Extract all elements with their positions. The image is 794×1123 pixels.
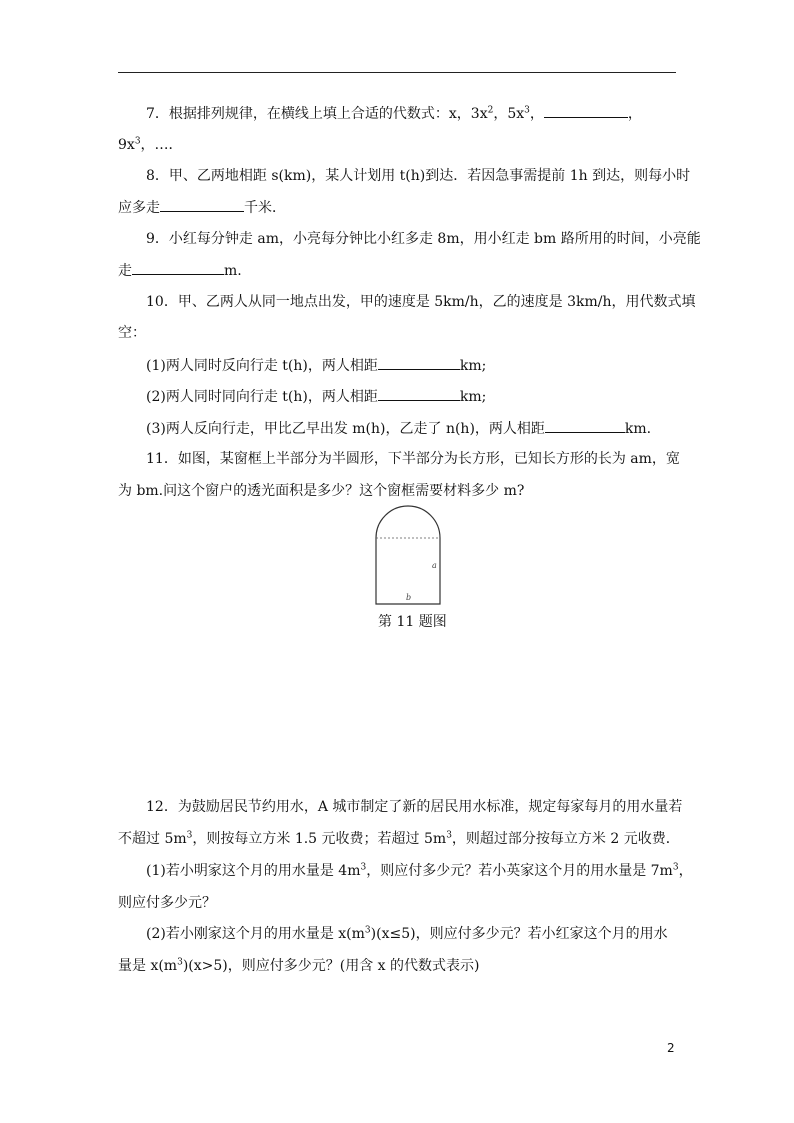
- q12-line1: 12．为鼓励居民节约用水，A 城市制定了新的居民用水标准，规定每家每月的用水量若: [146, 799, 683, 815]
- q10-text: km.: [624, 421, 652, 437]
- page-number: 2: [667, 1041, 675, 1055]
- q12-line2: [118, 829, 680, 849]
- q12-text: )(x>5)，则应付多少元？(用含 x 的代数式表示): [182, 958, 480, 974]
- header-rule: [118, 72, 676, 73]
- exponent: 3: [186, 830, 193, 841]
- q12-part2-line2: [118, 956, 479, 976]
- q11-line2: 为 bm.问这个窗户的透光面积是多少？这个窗框需要材料多少 m?: [118, 483, 525, 499]
- exponent: 3: [672, 862, 679, 873]
- q10-text: (2)两人同时同向行走 t(h)，两人相距: [146, 389, 378, 405]
- q10-part1: [146, 355, 486, 376]
- q10-text: km;: [459, 358, 487, 374]
- q12-part1-line1: [146, 861, 693, 881]
- window-frame-figure: [370, 502, 446, 606]
- q7-text: ，5x: [493, 106, 525, 122]
- exponent: 3: [446, 830, 452, 841]
- exponent: 3: [360, 862, 367, 873]
- q10-text: (1)两人同时反向行走 t(h)，两人相距: [146, 358, 378, 374]
- q12-part2-line1: [146, 924, 668, 944]
- q12-text: ，则应付多少元？若小英家这个月的用水量是 7m: [366, 863, 673, 879]
- q12-text: 不超过 5m: [118, 831, 187, 847]
- exponent: 3: [364, 925, 371, 936]
- q7-blank[interactable]: [544, 103, 628, 118]
- q10-part3: [146, 418, 651, 439]
- q10-text: (3)两人反向行走，甲比乙早出发 m(h)，乙走了 n(h)，两人相距: [146, 421, 545, 437]
- q9-line2: [118, 260, 242, 281]
- q8-line2: [118, 197, 286, 218]
- q9-text: m.: [224, 263, 242, 279]
- q12-text: ，则按每立方米 1.5 元收费；若超过 5m: [192, 831, 447, 847]
- q11-line1: 11．如图，某窗框上半部分为半圆形，下半部分为长方形，已知长方形的长为 am，宽: [146, 451, 680, 467]
- window-frame-outline: [376, 506, 440, 604]
- q7-text: ，: [529, 106, 544, 122]
- q7-text: 7．根据排列规律，在横线上填上合适的代数式：x，3x: [146, 106, 488, 122]
- label-a: a: [432, 561, 437, 570]
- q10-line2: 空：: [118, 325, 146, 341]
- exponent: 2: [487, 105, 494, 116]
- q10-text: km;: [459, 389, 487, 405]
- q10-line1: 10．甲、乙两人从同一地点出发，甲的速度是 5km/h，乙的速度是 3km/h，用代数式填: [146, 294, 696, 310]
- label-b: b: [406, 593, 412, 602]
- q7-text: ，: [627, 106, 642, 122]
- q7-text: ，…．: [140, 137, 183, 153]
- q12-text: )(x≤5)，则应付多少元？若小红家这个月的用水: [370, 926, 668, 942]
- q8-text: 应多走: [118, 200, 160, 216]
- q12-text: (1)若小明家这个月的用水量是 4m: [146, 863, 361, 879]
- exponent: 3: [177, 957, 183, 968]
- q12-text: ，则超过部分按每立方米 2 元收费．: [451, 831, 680, 847]
- q8-blank[interactable]: [160, 197, 244, 212]
- exponent: 3: [524, 105, 530, 116]
- q7-line2: [118, 135, 183, 155]
- q10-part2: [146, 386, 486, 407]
- q12-part1-line2: 则应付多少元？: [118, 895, 216, 911]
- q8-line1: 8．甲、乙两地相距 s(km)，某人计划用 t(h)到达．若因急事需提前 1h 到达，则每小时: [146, 168, 691, 184]
- q9-text: 走: [118, 263, 132, 279]
- figure-caption: 第 11 题图: [378, 614, 447, 630]
- q10-blank-1[interactable]: [378, 355, 460, 370]
- q12-text: (2)若小刚家这个月的用水量是 x(m: [146, 926, 365, 942]
- q12-text: 量是 x(m: [118, 958, 178, 974]
- q7-text: 9x: [118, 137, 135, 153]
- q7-line1: [146, 103, 642, 124]
- q9-line1: 9．小红每分钟走 am，小亮每分钟比小红多走 8m，用小红走 bm 路所用的时间，小亮能: [146, 231, 701, 247]
- q8-text: 千米．: [244, 200, 286, 216]
- exponent: 3: [134, 136, 141, 147]
- q9-blank[interactable]: [132, 260, 224, 275]
- q10-blank-2[interactable]: [378, 386, 460, 401]
- q10-blank-3[interactable]: [545, 418, 625, 433]
- q12-text: ，: [678, 863, 693, 879]
